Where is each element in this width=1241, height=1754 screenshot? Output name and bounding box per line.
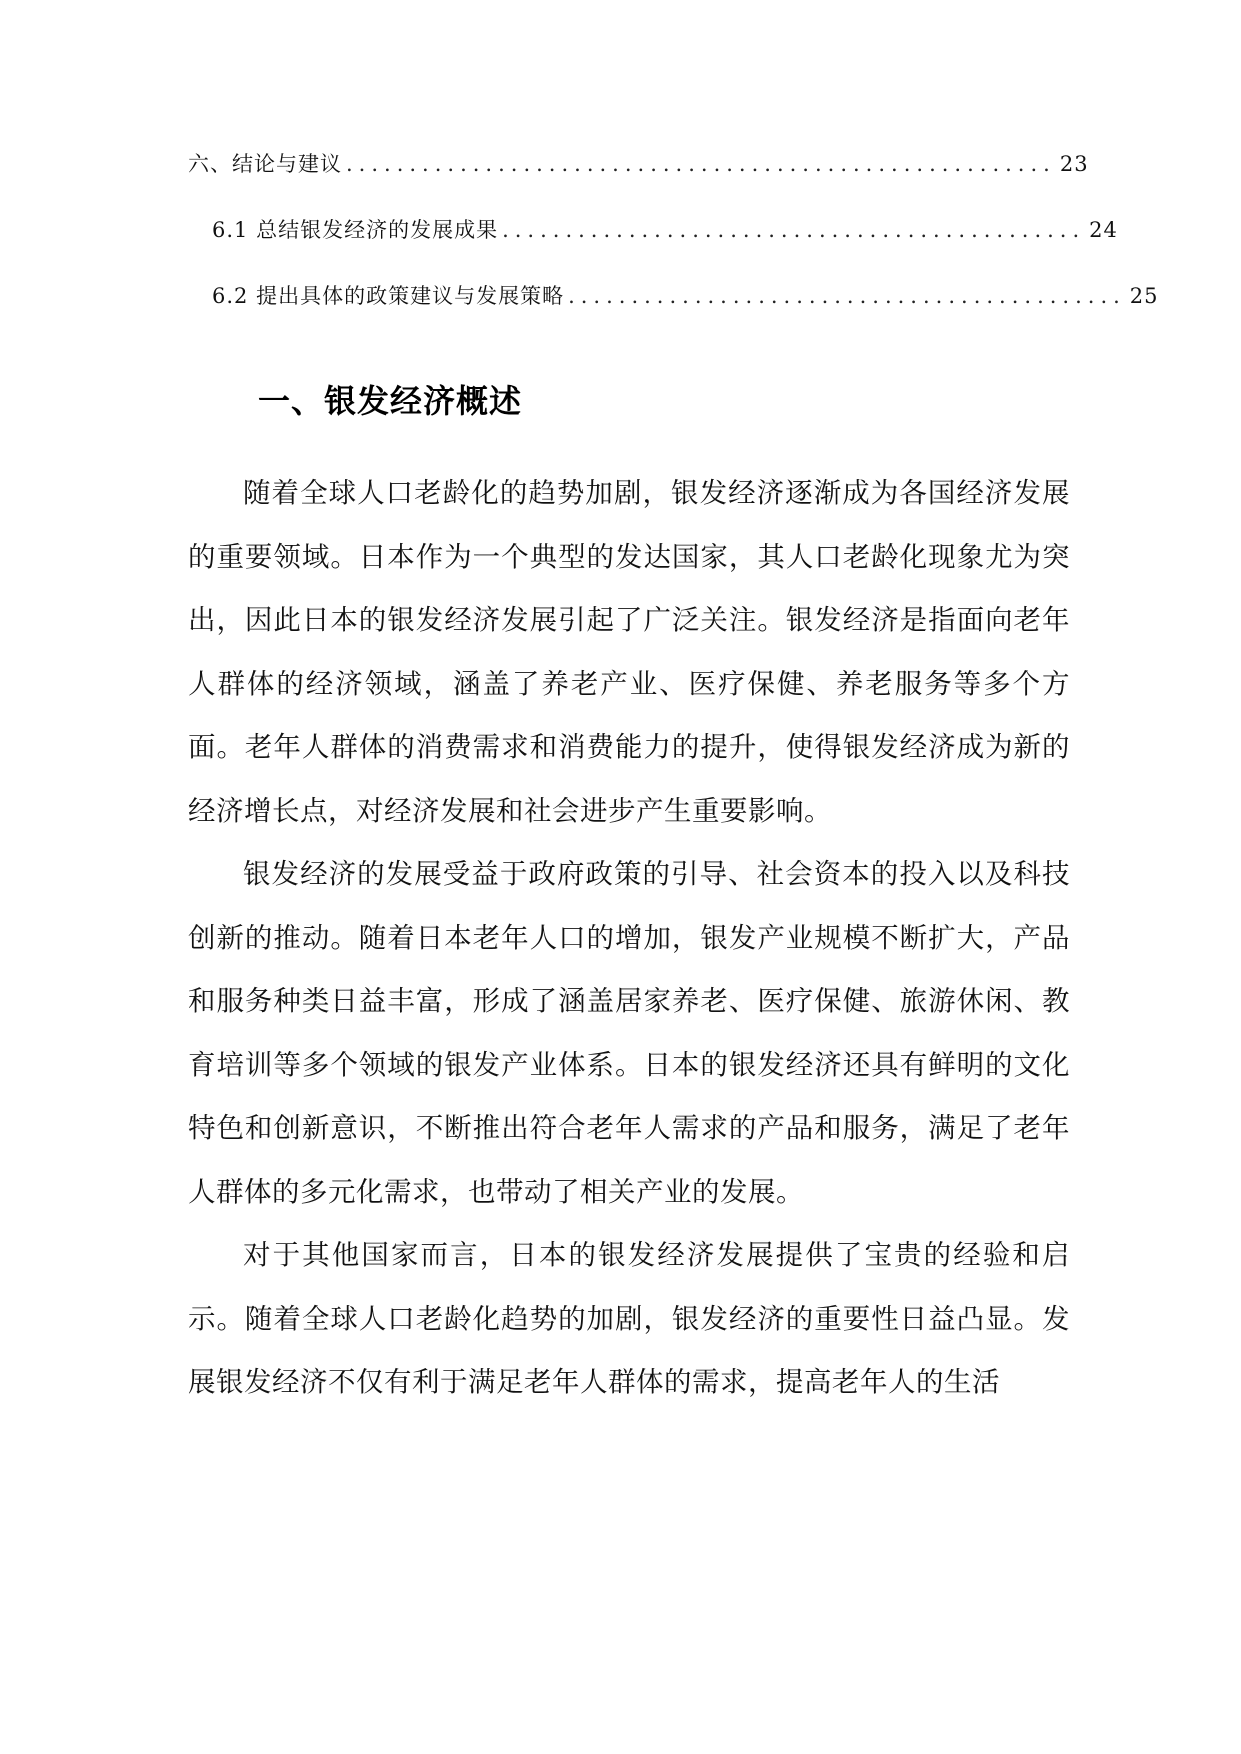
toc-page-number: 24 — [1089, 218, 1118, 242]
toc-leader-dots: ............................................ — [568, 284, 1126, 308]
toc-entry-title: 六、结论与建议 — [188, 152, 342, 176]
toc-leader-dots: ........................................................ — [346, 152, 1056, 176]
section-body — [188, 462, 1070, 1415]
body-paragraph: 银发经济的发展受益于政府政策的引导、社会资本的投入以及科技创新的推动。随着日本老年人口的增加，银发产业规模不断扩大，产品和服务种类日益丰富，形成了涵盖居家养老、医疗保健、旅游休闲、教育培训等多个领域的银发产业体系。日本的银发经济还具有鲜明的文化特色和创新意识，不断推出符合老年人需求的产品和服务，满足了老年人群体的多元化需求，也带动了相关产业的发展。 — [188, 858, 1070, 1208]
toc-leader-dots: .............................................. — [502, 218, 1086, 242]
body-paragraph: 对于其他国家而言，日本的银发经济发展提供了宝贵的经验和启示。随着全球人口老龄化趋势的加剧，银发经济的重要性日益凸显。发展银发经济不仅有利于满足老年人群体的需求，提高老年人的生活 — [188, 1239, 1070, 1398]
body-paragraph: 随着全球人口老龄化的趋势加剧，银发经济逐渐成为各国经济发展的重要领域。日本作为一个典型的发达国家，其人口老龄化现象尤为突出，因此日本的银发经济发展引起了广泛关注。银发经济是指面向老年人群体的经济领域，涵盖了养老产业、医疗保健、养老服务等多个方面。老年人群体的消费需求和消费能力的提升，使得银发经济成为新的经济增长点，对经济发展和社会进步产生重要影响。 — [188, 477, 1070, 827]
toc-entry[interactable] — [188, 214, 1118, 280]
toc-page-number: 23 — [1059, 152, 1089, 176]
toc-entry[interactable] — [188, 280, 1159, 346]
toc-entry-title: 6.2 提出具体的政策建议与发展策略 — [212, 284, 565, 308]
section-heading: 一、银发经济概述 — [258, 382, 523, 420]
toc-entry[interactable] — [188, 148, 1089, 214]
toc-entry-title: 6.1 总结银发经济的发展成果 — [212, 218, 499, 242]
toc-page-number: 25 — [1129, 284, 1159, 308]
table-of-contents — [188, 148, 1159, 346]
